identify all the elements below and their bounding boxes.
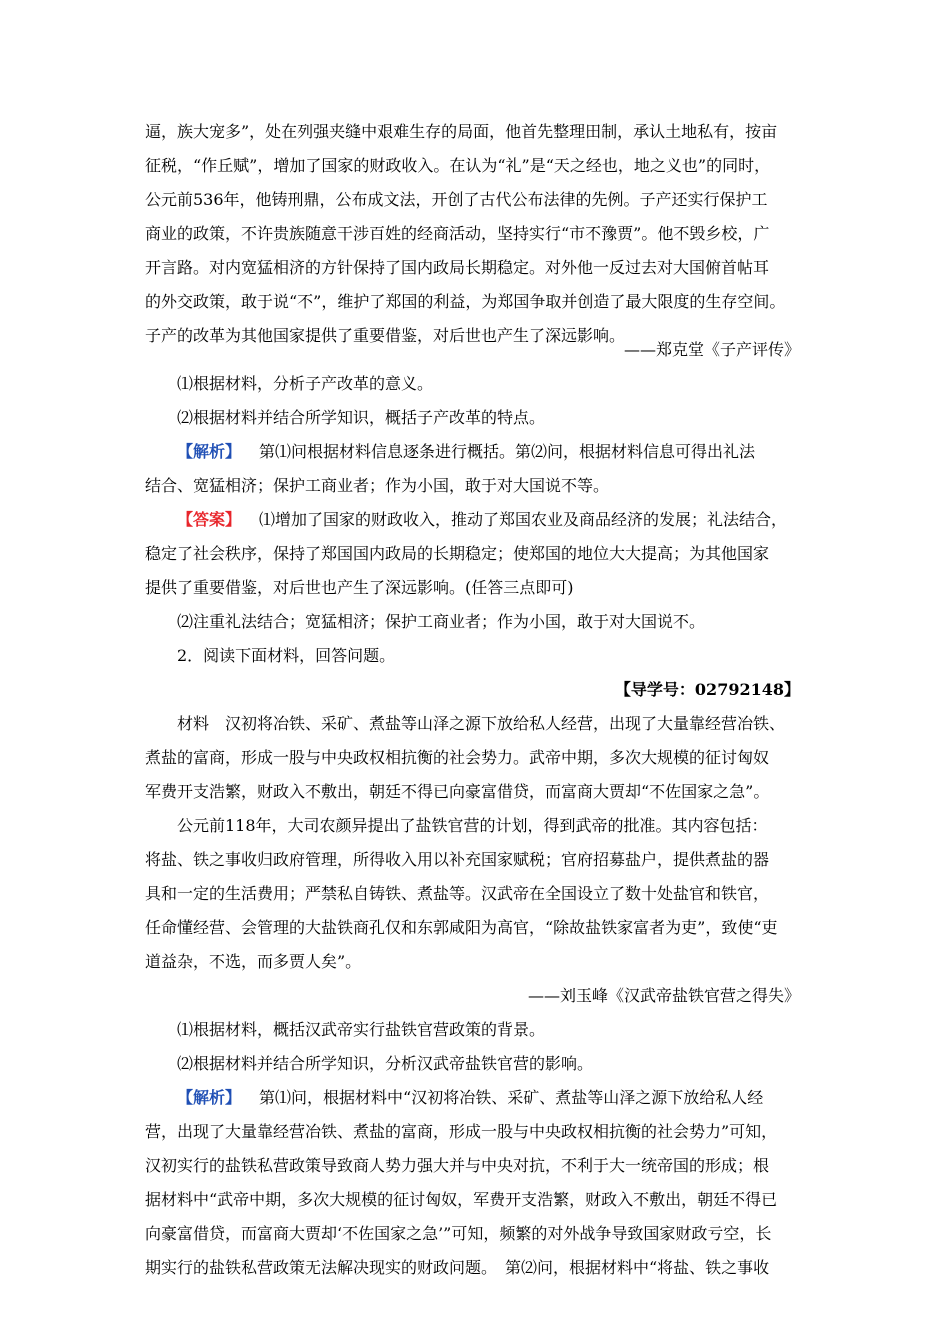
question-2-2: ⑵根据材料并结合所学知识，分析汉武帝盐铁官营的影响。 (177, 1054, 594, 1073)
analysis-line: 据材料中“武帝中期，多次大规模的征讨匈奴，军费开支浩繁，财政入不敷出，朝廷不得已 (145, 1190, 778, 1209)
answer-line: 稳定了社会秩序，保持了郑国国内政局的长期稳定；使郑国的地位大大提高；为其他国家 (145, 544, 770, 563)
analysis-text: 第⑴问，根据材料中“汉初将冶铁、采矿、煮盐等山泽之源下放给私人经 (259, 1088, 764, 1107)
answer-line: ⑵注重礼法结合；宽猛相济；保护工商业者；作为小国，敢于对大国说不。 (177, 612, 706, 631)
paragraph-line: 逼，族大宠多”，处在列强夹缝中艰难生存的局面，他首先整理田制，承认土地私有，按亩 (145, 122, 778, 141)
answer-line (177, 510, 837, 530)
answer-tag: 【答案】 (177, 510, 242, 529)
guide-number: 【导学号：02792148】 (614, 680, 800, 699)
analysis-line (177, 442, 837, 462)
paragraph-line: 子产的改革为其他国家提供了重要借鉴，对后世也产生了深远影响。 (145, 326, 626, 345)
paragraph-line: 征税，“作丘赋”，增加了国家的财政收入。在认为“礼”是“天之经也，地之义也”的同时， (145, 156, 771, 175)
answer-line: 提供了重要借鉴，对后世也产生了深远影响。(任答三点即可) (145, 578, 574, 597)
analysis-line: 汉初实行的盐铁私营政策导致商人势力强大并与中央对抗，不利于大一统帝国的形成；根 (145, 1156, 770, 1175)
material-line: 军费开支浩繁，财政入不敷出，朝廷不得已向豪富借贷，而富商大贾却“不佐国家之急”。 (145, 782, 770, 801)
question-1-1: ⑴根据材料，分析子产改革的意义。 (177, 374, 434, 393)
material-line: 煮盐的富商，形成一股与中央政权相抗衡的社会势力。武帝中期，多次大规模的征讨匈奴 (145, 748, 770, 767)
question-2-title: 2．阅读下面材料，回答问题。 (177, 646, 396, 665)
answer-text: ⑴增加了国家的财政收入，推动了郑国农业及商品经济的发展；礼法结合， (259, 510, 788, 529)
material-line: 材料 汉初将冶铁、采矿、煮盐等山泽之源下放给私人经营，出现了大量靠经营冶铁、 (177, 714, 786, 733)
material-line: 将盐、铁之事收归政府管理，所得收入用以补充国家赋税；官府招募盐户，提供煮盐的器 (145, 850, 770, 869)
material-line: 道益杂，不选，而多贾人矣”。 (145, 952, 362, 971)
material-line: 公元前118年，大司农颜异提出了盐铁官营的计划，得到武帝的批准。其内容包括： (177, 816, 768, 835)
paragraph-line: 的外交政策，敢于说“不”，维护了郑国的利益，为郑国争取并创造了最大限度的生存空间。 (145, 292, 786, 311)
analysis-line: 期实行的盐铁私营政策无法解决现实的财政问题。 第⑵问，根据材料中“将盐、铁之事收 (145, 1258, 770, 1277)
analysis-line: 营，出现了大量靠经营冶铁、煮盐的富商，形成一股与中央政权相抗衡的社会势力”可知， (145, 1122, 778, 1141)
analysis-line: 向豪富借贷，而富商大贾却‘不佐国家之急’”可知，频繁的对外战争导致国家财政亏空，长 (145, 1224, 772, 1243)
analysis-line: 结合、宽猛相济；保护工商业者；作为小国，敢于对大国说不等。 (145, 476, 610, 495)
analysis-tag: 【解析】 (177, 1088, 242, 1107)
source-citation: ——郑克堂《子产评传》 (623, 340, 800, 359)
analysis-line (177, 1088, 837, 1108)
analysis-text: 第⑴问根据材料信息逐条进行概括。第⑵问，根据材料信息可得出礼法 (259, 442, 756, 461)
source-citation: ——刘玉峰《汉武帝盐铁官营之得失》 (527, 986, 800, 1005)
question-2-1: ⑴根据材料，概括汉武帝实行盐铁官营政策的背景。 (177, 1020, 546, 1039)
analysis-tag: 【解析】 (177, 442, 242, 461)
paragraph-line: 公元前536年，他铸刑鼎，公布成文法，开创了古代公布法律的先例。子产还实行保护工 (145, 190, 768, 209)
paragraph-line: 商业的政策，不许贵族随意干涉百姓的经商活动，坚持实行“市不豫贾”。他不毁乡校，广 (145, 224, 770, 243)
material-line: 任命懂经营、会管理的大盐铁商孔仅和东郭咸阳为高官，“除故盐铁家富者为吏”，致使“吏 (145, 918, 778, 937)
material-line: 具和一定的生活费用；严禁私自铸铁、煮盐等。汉武帝在全国设立了数十处盐官和铁官， (145, 884, 770, 903)
paragraph-line: 开言路。对内宽猛相济的方针保持了国内政局长期稳定。对外他一反过去对大国俯首帖耳 (145, 258, 770, 277)
question-1-2: ⑵根据材料并结合所学知识，概括子产改革的特点。 (177, 408, 546, 427)
